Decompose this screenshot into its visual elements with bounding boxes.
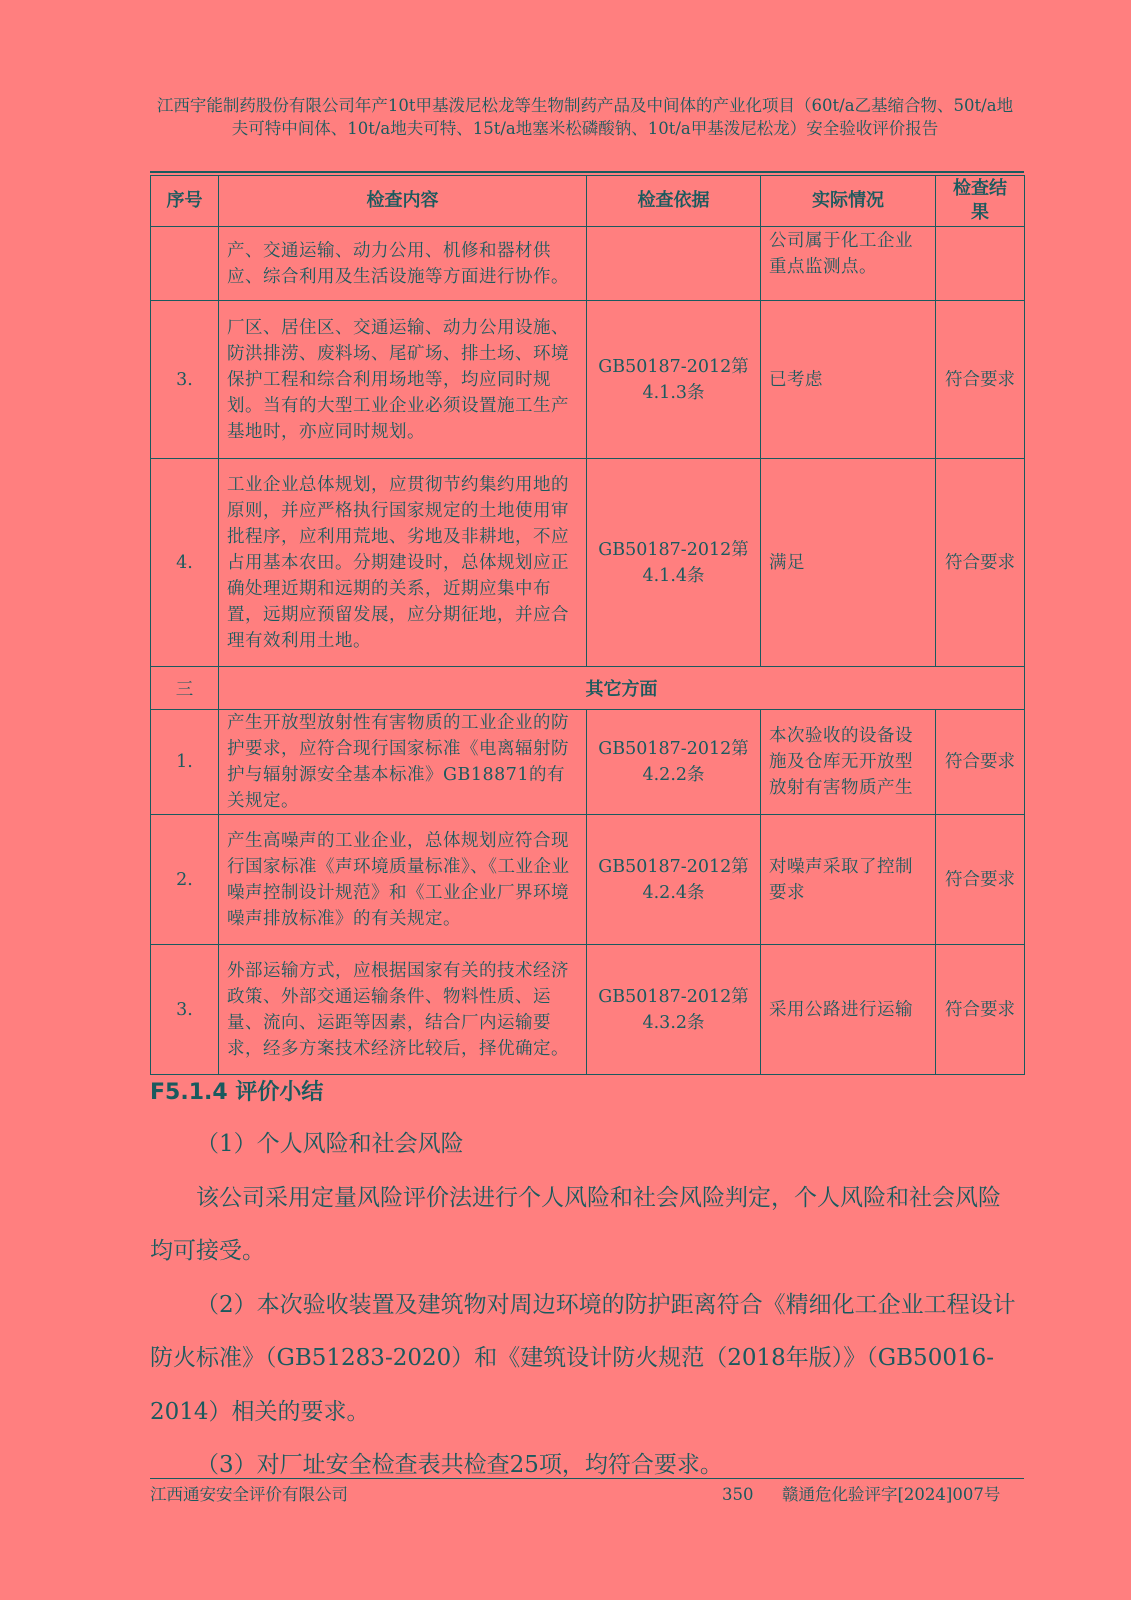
section-row	[151, 667, 1025, 710]
footer-company: 江西通安安全评价有限公司	[150, 1485, 348, 1504]
header-actual: 实际情况	[761, 176, 936, 227]
row-basis	[587, 227, 761, 301]
row-basis: GB50187-2012第4.2.2条	[587, 710, 761, 815]
row-result: 符合要求	[936, 459, 1025, 667]
page-number: 350	[722, 1485, 754, 1504]
row-result	[936, 227, 1025, 301]
document-number: 赣通危化验评字[2024]007号	[782, 1485, 1001, 1504]
check-table	[150, 175, 1025, 1075]
row-num: 4.	[151, 459, 219, 667]
table-row	[151, 945, 1025, 1075]
footer-divider	[150, 1478, 1024, 1479]
table-row	[151, 459, 1025, 667]
row-actual: 本次验收的设备设施及仓库无开放型放射有害物质产生	[761, 710, 936, 815]
summary-paragraph: （2）本次验收装置及建筑物对周边环境的防护距离符合《精细化工企业工程设计防火标准》（GB51283-2020）和《建筑设计防火规范（2018年版）》（GB50016-2014）相关的要求。	[150, 1291, 1016, 1425]
row-num: 3.	[151, 945, 219, 1075]
row-num	[151, 227, 219, 301]
row-content: 厂区、居住区、交通运输、动力公用设施、防洪排涝、废料场、尾矿场、排土场、环境保护工程和综合利用场地等，均应同时规划。当有的大型工业企业必须设置施工生产基地时，亦应同时规划。	[219, 301, 587, 459]
page-header	[150, 94, 1020, 140]
summary-heading: F5.1.4 评价小结	[150, 1080, 324, 1105]
row-num: 1.	[151, 710, 219, 815]
table-row	[151, 227, 1025, 301]
row-basis: GB50187-2012第4.1.4条	[587, 459, 761, 667]
row-content: 产生开放型放射性有害物质的工业企业的防护要求，应符合现行国家标准《电离辐射防护与辐射源安全基本标准》GB18871的有关规定。	[219, 710, 587, 815]
row-basis: GB50187-2012第4.1.3条	[587, 301, 761, 459]
header-result: 检查结果	[936, 176, 1025, 227]
row-content: 外部运输方式，应根据国家有关的技术经济政策、外部交通运输条件、物料性质、运量、流向、运距等因素，结合厂内运输要求，经多方案技术经济比较后，择优确定。	[219, 945, 587, 1075]
table-row	[151, 815, 1025, 945]
row-num: 2.	[151, 815, 219, 945]
row-actual: 已考虑	[761, 301, 936, 459]
table-header-row	[151, 176, 1025, 227]
summary-paragraph: 该公司采用定量风险评价法进行个人风险和社会风险判定，个人风险和社会风险均可接受。	[150, 1184, 1001, 1264]
header-num: 序号	[151, 176, 219, 227]
row-actual: 满足	[761, 459, 936, 667]
row-result: 符合要求	[936, 710, 1025, 815]
header-content: 检查内容	[219, 176, 587, 227]
section-num: 三	[151, 667, 219, 710]
table-row	[151, 710, 1025, 815]
summary-paragraph: （1）个人风险和社会风险	[196, 1131, 464, 1157]
row-content: 产、交通运输、动力公用、机修和器材供应、综合利用及生活设施等方面进行协作。	[219, 227, 587, 301]
row-num: 3.	[151, 301, 219, 459]
table-row	[151, 301, 1025, 459]
row-result: 符合要求	[936, 945, 1025, 1075]
summary-body	[150, 1118, 1020, 1493]
row-basis: GB50187-2012第4.2.4条	[587, 815, 761, 945]
section-title: 其它方面	[219, 667, 1025, 710]
summary-paragraph: （3）对厂址安全检查表共检查25项，均符合要求。	[196, 1452, 723, 1478]
row-actual: 采用公路进行运输	[761, 945, 936, 1075]
header-divider	[150, 171, 1024, 173]
row-result: 符合要求	[936, 301, 1025, 459]
row-content: 产生高噪声的工业企业，总体规划应符合现行国家标准《声环境质量标准》、《工业企业噪声控制设计规范》和《工业企业厂界环境噪声排放标准》的有关规定。	[219, 815, 587, 945]
header-title: 江西宇能制药股份有限公司年产10t甲基泼尼松龙等生物制药产品及中间体的产业化项目（60t/a乙基缩合物、50t/a地夫可特中间体、10t/a地夫可特、15t/a地塞米松磷酸钠、10t/a甲基泼尼松龙）安全验收评价报告	[156, 96, 1014, 138]
row-result: 符合要求	[936, 815, 1025, 945]
row-content: 工业企业总体规划，应贯彻节约集约用地的原则，并应严格执行国家规定的土地使用审批程序，应利用荒地、劣地及非耕地，不应占用基本农田。分期建设时，总体规划应正确处理近期和远期的关系，近期应集中布置，远期应预留发展，应分期征地，并应合理有效利用土地。	[219, 459, 587, 667]
header-basis: 检查依据	[587, 176, 761, 227]
row-actual: 对噪声采取了控制要求	[761, 815, 936, 945]
row-actual: 公司属于化工企业重点监测点。	[761, 227, 936, 301]
row-basis: GB50187-2012第4.3.2条	[587, 945, 761, 1075]
